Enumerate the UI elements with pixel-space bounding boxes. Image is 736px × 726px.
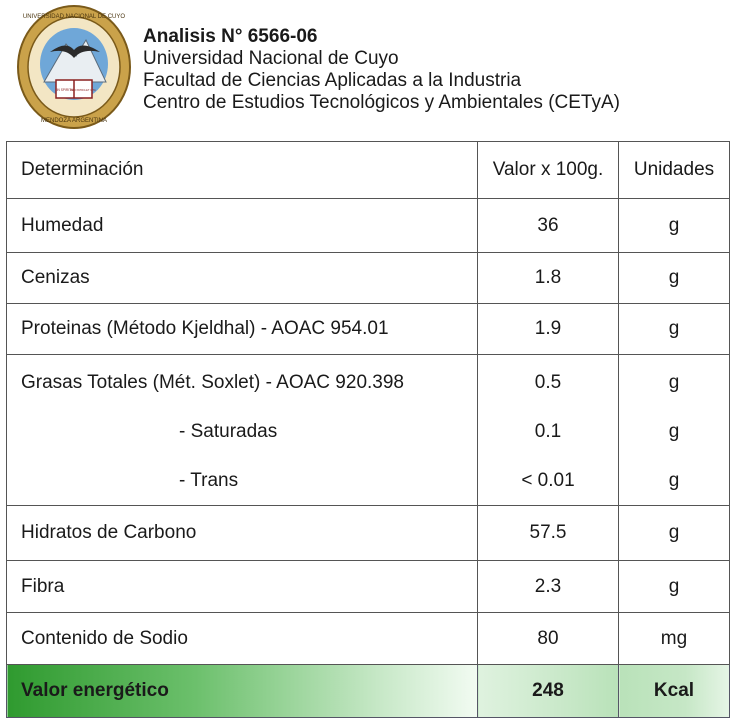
energy-unit: Kcal [619, 665, 730, 718]
row-value: 57.5 [478, 506, 619, 561]
header-determinacion: Determinación [7, 142, 478, 199]
energy-value: 248 [478, 665, 619, 718]
table-row [7, 561, 730, 613]
seal-top-text: UNIVERSIDAD NACIONAL DE CUYO [22, 14, 126, 20]
fats-unit: g [668, 372, 680, 393]
row-name: Hidratos de Carbono [7, 506, 478, 561]
header-valor: Valor x 100g. [478, 142, 619, 199]
trans-value: < 0.01 [521, 470, 575, 491]
fats-unit-cell [619, 355, 730, 506]
row-name: Humedad [7, 199, 478, 253]
table-row [7, 613, 730, 665]
faculty-name: Facultad de Ciencias Aplicadas a la Industria [143, 70, 522, 91]
row-name: Fibra [7, 561, 478, 613]
book-right-text: PRO PATRIA ET VITA [70, 89, 96, 92]
center-name: Centro de Estudios Tecnológicos y Ambientales (CETyA) [143, 92, 620, 113]
table-row [7, 304, 730, 355]
row-value: 80 [478, 613, 619, 665]
table-row-fats [7, 355, 730, 506]
fats-name-cell [7, 355, 478, 506]
analysis-title: Analisis N° 6566-06 [143, 26, 318, 47]
row-unit: g [619, 304, 730, 355]
energy-row [7, 665, 730, 718]
table-row [7, 506, 730, 561]
row-unit: g [619, 253, 730, 304]
row-unit: g [619, 506, 730, 561]
table-row [7, 253, 730, 304]
header-text [143, 26, 620, 114]
saturadas-name: - Saturadas [179, 421, 278, 442]
fats-name: Grasas Totales (Mét. Soxlet) - AOAC 920.398 [21, 372, 404, 393]
row-name: Cenizas [7, 253, 478, 304]
row-value: 2.3 [478, 561, 619, 613]
row-unit: g [619, 199, 730, 253]
fats-value-cell [478, 355, 619, 506]
fats-value: 0.5 [534, 372, 562, 393]
table-header-row [7, 142, 730, 199]
energy-name: Valor energético [7, 665, 478, 718]
row-value: 1.9 [478, 304, 619, 355]
report-header [0, 0, 736, 140]
saturadas-value: 0.1 [534, 421, 562, 442]
row-value: 36 [478, 199, 619, 253]
header-unidades: Unidades [619, 142, 730, 199]
row-unit: g [619, 561, 730, 613]
seal-bottom-text: MENDOZA ARGENTINA [40, 118, 108, 124]
row-unit: mg [619, 613, 730, 665]
university-seal-logo [16, 4, 132, 131]
row-name: Proteinas (Método Kjeldhal) - AOAC 954.01 [7, 304, 478, 355]
row-value: 1.8 [478, 253, 619, 304]
table-row [7, 199, 730, 253]
analysis-table [6, 141, 730, 718]
trans-name: - Trans [179, 470, 239, 491]
saturadas-unit: g [668, 421, 680, 442]
book-left-text: IN SPIRITU [56, 88, 74, 92]
trans-unit: g [668, 470, 680, 491]
row-name: Contenido de Sodio [7, 613, 478, 665]
university-name: Universidad Nacional de Cuyo [143, 48, 399, 69]
